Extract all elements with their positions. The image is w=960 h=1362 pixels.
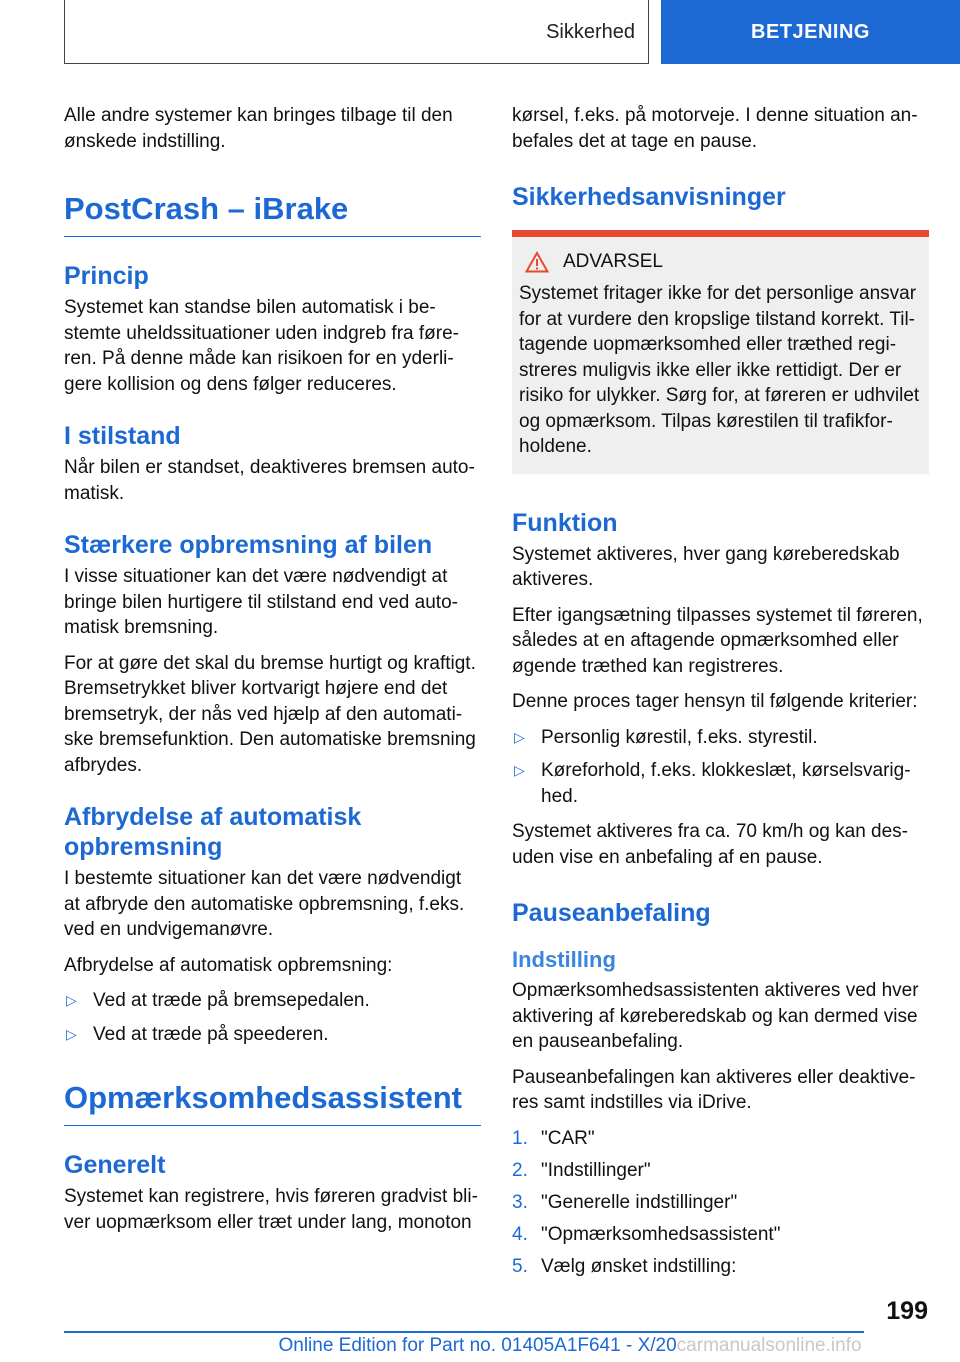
paragraph-funktion-1: Systemet aktiveres, hver gang køreberedskab aktiveres.: [512, 543, 900, 590]
footer-rule: [64, 1331, 864, 1333]
paragraph-stilstand: Når bilen er standset, deaktiveres bremsen auto- matisk.: [64, 457, 475, 504]
paragraph-continued: kørsel, f.eks. på motorveje. I denne situation an- befales det at tage en pause.: [512, 105, 918, 152]
list-afbrydelse: [64, 988, 481, 1047]
warning-bar: [512, 230, 929, 237]
footer-edition: Online Edition for Part no. 01405A1F641 - X/20carmanualsonline.info: [278, 1335, 862, 1356]
list-item: ▷ Ved at træde på speederen.: [64, 1022, 481, 1048]
list-item: 1. "CAR": [512, 1127, 595, 1149]
heading-opmaerksomhed: Opmærksomhedsassistent: [64, 1079, 481, 1126]
heading-sikkerhedsanvisninger: Sikkerhedsanvisninger: [512, 183, 786, 211]
paragraph-funktion-3: Denne proces tager hensyn til følgende kriterier:: [512, 691, 918, 712]
triangle-bullet-icon: ▷: [514, 762, 525, 778]
list-funktion: [512, 725, 929, 810]
warning-box: [512, 237, 929, 474]
paragraph-generelt: Systemet kan registrere, hvis føreren gradvist bli- ver uopmærksom eller træt under lang, monoton: [64, 1186, 478, 1233]
paragraph-funktion-4: Systemet aktiveres fra ca. 70 km/h og kan des- uden vise en anbefaling af en pause.: [512, 821, 909, 868]
paragraph-indstilling-2: Pauseanbefalingen kan aktiveres eller deaktive- res samt indstilles via iDrive.: [512, 1066, 916, 1113]
heading-princip: Princip: [64, 262, 149, 290]
paragraph-afbrydelse-2: Afbrydelse af automatisk opbremsning:: [64, 954, 393, 976]
heading-postcrash: PostCrash – iBrake: [64, 190, 481, 237]
list-item: 3. "Generelle indstillinger": [512, 1191, 738, 1213]
paragraph-funktion-2: Efter igangsætning tilpasses systemet til føreren, således at en aftagende opmærksomhed eller øgende træthed kan registreres.: [512, 604, 923, 677]
paragraph-princip: Systemet kan standse bilen automatisk i be- stemte uheldssituationer uden indgreb fra føre- ren. På denne måde kan risikoen for en yderli- gere kollision og dens følger reduceres.: [64, 297, 459, 395]
heading-afbrydelse: Afbrydelse af automatisk opbremsning: [64, 803, 362, 861]
warning-triangle-icon: [525, 251, 549, 273]
heading-pauseanbefaling: Pauseanbefaling: [512, 899, 711, 927]
heading-stilstand: I stilstand: [64, 422, 181, 450]
warning-text: Systemet fritager ikke for det personlige ansvar for at vurdere den kropslige tilstand korrekt. Til- tagende uopmærksomhed eller træthed regi- streres muligvis ikke eller ikke rettidigt. Der er risiko for ulykker. Sørg for, at føreren er udhvilet og opmærksom. Tilpas kørestilen til trafikfor- holdene.: [519, 283, 920, 457]
heading-staerkere: Stærkere opbremsning af bilen: [64, 531, 433, 559]
paragraph-indstilling-1: Opmærksomhedsassistenten aktiveres ved hver aktivering af køreberedskab og kan dermed vise en pauseanbefaling.: [512, 980, 919, 1052]
heading-generelt: Generelt: [64, 1151, 166, 1179]
steps-list: [512, 1126, 929, 1280]
triangle-bullet-icon: ▷: [514, 728, 525, 745]
triangle-bullet-icon: ▷: [66, 1025, 77, 1042]
intro-paragraph: Alle andre systemer kan bringes tilbage til den ønskede indstilling.: [64, 105, 453, 152]
list-item: 4. "Opmærksomhedsassistent": [512, 1223, 781, 1245]
list-item: 2. "Indstillinger": [512, 1159, 651, 1181]
list-item: 5. Vælg ønsket indstilling:: [512, 1255, 737, 1277]
header-section-title: Sikkerhed: [546, 20, 635, 43]
watermark: carmanualsonline.info: [676, 1335, 862, 1356]
list-item: ▷ Køreforhold, f.eks. klokkeslæt, kørselsvarig- hed.: [514, 760, 911, 807]
warning-title: ADVARSEL: [519, 251, 922, 273]
list-item: ▷ Ved at træde på bremsepedalen.: [64, 988, 481, 1014]
page-number: 199: [886, 1297, 928, 1325]
header-chapter-tab: BETJENING: [661, 0, 960, 64]
paragraph-staerkere-1: I visse situationer kan det være nødvendigt at bringe bilen hurtigere til stilstand end ved auto- matisk bremsning.: [64, 566, 458, 638]
heading-funktion: Funktion: [512, 508, 618, 537]
paragraph-afbrydelse-1: I bestemte situationer kan det være nødvendigt at afbryde den automatiske opbremsning, f.eks. ved en undvigemanøvre.: [64, 868, 465, 940]
triangle-bullet-icon: ▷: [66, 992, 77, 1008]
right-column: [512, 103, 929, 1286]
list-item: ▷ Personlig kørestil, f.eks. styrestil.: [512, 725, 929, 751]
left-column: [64, 103, 481, 1245]
heading-indstilling: Indstilling: [512, 947, 616, 972]
paragraph-staerkere-2: For at gøre det skal du bremse hurtigt og kraftigt. Bremsetrykket bliver kortvarigt højere end det bremsetryk, der nås ved hjælp af den automati- ske bremsefunktion. Den automatiske bremsning afbrydes.: [64, 652, 476, 776]
